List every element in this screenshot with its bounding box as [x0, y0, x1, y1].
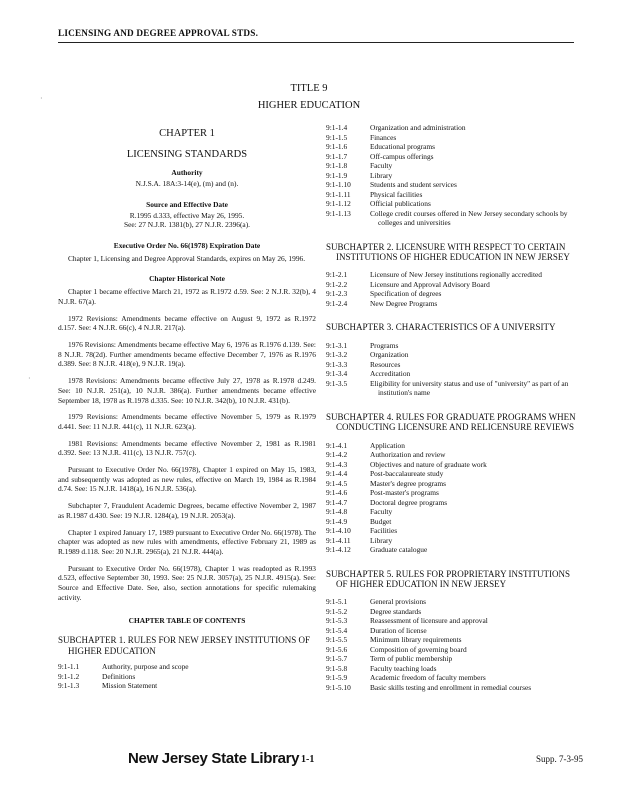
section-number: 9:1-4.8 — [326, 507, 348, 517]
section-number: 9:1-3.3 — [326, 359, 348, 369]
history-paragraph: 1976 Revisions: Amendments became effective May 6, 1976 as R.1976 d.139. See: 8 N.J.R. 78(2d). Further amendments became effective December 7, 1976 as R.1976 d.389. See: 8 N.J.R. 418(e), 9 N.J.R. 19(a). — [58, 340, 316, 369]
section-label: Graduate catalogue — [370, 545, 428, 555]
section-number: 9:1-1.5 — [326, 132, 348, 142]
section-number: 9:1-1.3 — [58, 681, 80, 691]
history-paragraph: 1979 Revisions: Amendments became effective November 5, 1979 as R.1979 d.441. See: 11 N.J.R. 441(c), 11 N.J.R. 623(a). — [58, 412, 316, 431]
history-paragraph: Pursuant to Executive Order No. 66(1978), Chapter 1 was readopted as R.1993 d.523, effective September 30, 1993. See: 25 N.J.R. 3057(a), 25 N.J.R. 4915(a). See: Source and Effective Date. See, also, section annotations for specific rulemaking activity. — [58, 563, 316, 602]
section-label: Resources — [370, 359, 401, 369]
chapter-name: LICENSING STANDARDS — [126, 149, 248, 160]
toc-entry — [58, 681, 316, 691]
toc-entry — [326, 350, 576, 360]
toc-entry — [326, 142, 576, 152]
section-label: Official publications — [370, 199, 431, 208]
history-heading: Chapter Historical Note — [149, 274, 225, 284]
toc-entry — [326, 526, 576, 536]
toc-entry — [326, 209, 576, 228]
history-paragraph: 1981 Revisions: Amendments became effective November 2, 1981 as R.1981 d.392. See: 13 N.J.R. 411(c), 13 N.J.R. 757(c). — [58, 438, 316, 458]
section-label: Reassessment of licensure and approval — [370, 616, 488, 626]
toc-entry — [326, 289, 576, 299]
toc-entry — [326, 161, 576, 171]
section-number: 9:1-4.12 — [326, 545, 351, 555]
subchapter-2-title: SUBCHAPTER 2. LICENSURE WITH RESPECT TO CERTAIN INSTITUTIONS OF HIGHER EDUCATION IN NEW JERSEY — [326, 241, 570, 262]
section-label: Post-baccalaureate study — [370, 469, 444, 479]
subchapter-2-list — [326, 270, 576, 308]
section-number: 9:1-4.11 — [326, 535, 351, 545]
chapter-heading: CHAPTER 1 — [159, 128, 215, 139]
section-number: 9:1-1.7 — [326, 151, 348, 161]
section-number: 9:1-5.8 — [326, 663, 348, 673]
section-number: 9:1-5.5 — [326, 635, 348, 645]
toc-entry — [326, 190, 576, 200]
section-number: 9:1-3.4 — [326, 369, 348, 379]
section-label: Licensure of New Jersey institutions regionally accredited — [370, 270, 542, 280]
section-label: Mission Statement — [102, 681, 158, 691]
section-number: 9:1-1.13 — [326, 208, 351, 218]
section-label: Faculty — [370, 161, 393, 170]
section-number: 9:1-1.4 — [326, 123, 348, 132]
toc-entry — [326, 635, 576, 645]
toc-entry — [326, 441, 576, 451]
exec-order-heading: Executive Order No. 66(1978) Expiration Date — [113, 240, 261, 250]
section-number: 9:1-5.3 — [326, 616, 348, 626]
section-label: Term of public membership — [370, 654, 453, 664]
toc-entry — [326, 479, 576, 489]
history-notes — [58, 287, 316, 602]
section-number: 9:1-3.1 — [326, 340, 348, 350]
section-label: Degree standards — [370, 606, 422, 616]
toc-entry — [326, 645, 576, 655]
subchapter-4-list — [326, 441, 576, 555]
section-label: Off-campus offerings — [370, 151, 434, 161]
exec-order-text: Chapter 1, Licensing and Degree Approval Standards, expires on May 26, 1996. — [68, 253, 306, 263]
section-number: 9:1-2.2 — [326, 279, 348, 289]
section-number: 9:1-5.6 — [326, 644, 348, 654]
section-label: General provisions — [370, 597, 427, 607]
toc-entry — [326, 280, 576, 290]
section-label: Minimum library requirements — [370, 635, 462, 645]
toc-entry — [326, 123, 576, 133]
toc-entry — [326, 673, 576, 683]
section-label: Basic skills testing and enrollment in remedial courses — [370, 682, 532, 692]
toc-entry — [326, 171, 576, 181]
section-number: 9:1-1.12 — [326, 199, 351, 208]
subchapter-5-list — [326, 597, 576, 692]
toc-entry — [326, 597, 576, 607]
section-label: Educational programs — [370, 142, 436, 151]
section-label: Physical facilities — [370, 189, 423, 199]
section-label: Organization and administration — [370, 123, 466, 132]
section-label: Library — [370, 170, 393, 180]
toc-entry — [58, 662, 316, 672]
toc-entry — [326, 488, 576, 498]
header-rule — [58, 42, 574, 43]
toc-entry — [326, 299, 576, 309]
toc-entry — [326, 683, 576, 693]
section-number: 9:1-1.2 — [58, 671, 80, 681]
toc-entry — [326, 607, 576, 617]
section-number: 9:1-5.7 — [326, 654, 348, 664]
toc-entry — [326, 536, 576, 546]
section-number: 9:1-1.9 — [326, 170, 348, 180]
history-paragraph: Chapter 1 expired January 17, 1989 pursuant to Executive Order No. 66(1978). The chapter was adopted as new rules with amendments, effective February 21, 1989 as R.1989 d.118. See: 20 N.J.R. 2965(a), 21 N.J.R. 444(a). — [58, 527, 316, 556]
toc-entry — [326, 460, 576, 470]
toc-entry — [326, 654, 576, 664]
section-label: Accreditation — [370, 369, 411, 379]
toc-entry — [326, 270, 576, 280]
toc-heading: CHAPTER TABLE OF CONTENTS — [128, 616, 246, 626]
history-paragraph: 1972 Revisions: Amendments became effective on August 9, 1972 as R.1972 d.157. See: 4 N.J.R. 66(c), 4 N.J.R. 217(a). — [58, 313, 316, 333]
section-label: Application — [370, 440, 405, 450]
section-number: 9:1-4.2 — [326, 450, 348, 460]
section-number: 9:1-2.4 — [326, 298, 348, 308]
section-number: 9:1-1.11 — [326, 189, 351, 199]
section-number: 9:1-4.5 — [326, 478, 348, 488]
running-head: LICENSING AND DEGREE APPROVAL STDS. — [58, 28, 259, 38]
authority-heading: Authority — [171, 168, 203, 177]
section-label: Master's degree programs — [370, 478, 447, 488]
history-paragraph: Chapter 1 became effective March 21, 1972 as R.1972 d.59. See: 2 N.J.R. 32(b), 4 N.J.R. 67(a). — [58, 287, 316, 306]
toc-entry — [326, 199, 576, 209]
toc-entry — [326, 152, 576, 162]
scan-speck: · — [40, 94, 43, 103]
section-label: Library — [370, 535, 393, 545]
section-label: College credit courses offered in New Jersey secondary schools by colleges and universities — [370, 208, 568, 227]
section-number: 9:1-2.3 — [326, 289, 348, 299]
section-label: Duration of license — [370, 625, 427, 635]
title-name: HIGHER EDUCATION — [257, 100, 361, 111]
section-label: Organization — [370, 350, 409, 360]
toc-entry — [326, 379, 576, 398]
subchapter-1-title: SUBCHAPTER 1. RULES FOR NEW JERSEY INSTITUTIONS OF HIGHER EDUCATION — [58, 635, 311, 656]
toc-entry — [326, 616, 576, 626]
section-label: Budget — [370, 516, 392, 526]
section-number: 9:1-4.4 — [326, 469, 348, 479]
section-number: 9:1-1.8 — [326, 161, 348, 170]
section-label: Definitions — [102, 671, 136, 681]
toc-entry — [326, 626, 576, 636]
section-label: Programs — [370, 340, 399, 350]
source-line: R.1995 d.333, effective May 26, 1995. — [129, 210, 245, 220]
toc-entry — [326, 545, 576, 555]
section-number: 9:1-4.7 — [326, 497, 348, 507]
history-paragraph: Subchapter 7, Fraudulent Academic Degrees, became effective November 2, 1987 as R.1987 d.430. See: 19 N.J.R. 1284(a), 19 N.J.R. 2053(a). — [58, 501, 316, 520]
library-stamp: New Jersey State Library — [128, 750, 300, 767]
history-paragraph: Pursuant to Executive Order No. 66(1978), Chapter 1 expired on May 15, 1983, and subsequently was adopted as new rules, effective on March 19, 1984 as R.1984 d.74. See: 15 N.J.R. 1418(a), 16 N.J.R. 536(a). — [58, 465, 316, 494]
toc-entry — [326, 133, 576, 143]
page-number: 1-1 — [301, 754, 315, 765]
toc-entry — [326, 369, 576, 379]
section-label: Objectives and nature of graduate work — [370, 459, 487, 469]
section-label: Post-master's programs — [370, 488, 439, 498]
section-number: 9:1-5.1 — [326, 597, 348, 607]
toc-entry — [326, 517, 576, 527]
section-label: Eligibility for university status and use of "university" as part of an institution's name — [370, 378, 569, 398]
subchapter-3-title: SUBCHAPTER 3. CHARACTERISTICS OF A UNIVERSITY — [326, 322, 556, 333]
section-number: 9:1-4.9 — [326, 516, 348, 526]
section-label: New Degree Programs — [370, 298, 438, 308]
section-number: 9:1-5.9 — [326, 673, 348, 683]
scan-speck: · — [28, 374, 31, 383]
subchapter-1-continued-list — [326, 123, 576, 228]
section-number: 9:1-5.2 — [326, 606, 348, 616]
toc-entry — [326, 664, 576, 674]
section-number: 9:1-1.6 — [326, 142, 348, 151]
source-line: See: 27 N.J.R. 1381(b), 27 N.J.R. 2396(a). — [123, 220, 251, 229]
subchapter-1-list — [58, 662, 316, 691]
toc-entry — [326, 360, 576, 370]
section-label: Academic freedom of faculty members — [370, 673, 486, 683]
subchapter-4-title: SUBCHAPTER 4. RULES FOR GRADUATE PROGRAMS WHEN CONDUCTING LICENSURE AND RELICENSURE REVIEWS — [326, 411, 576, 433]
section-label: Licensure and Approval Advisory Board — [370, 279, 490, 289]
section-number: 9:1-5.4 — [326, 625, 348, 635]
section-label: Composition of governing board — [370, 644, 467, 654]
toc-entry — [326, 498, 576, 508]
section-number: 9:1-3.2 — [326, 350, 348, 360]
section-label: Authority, purpose and scope — [102, 662, 189, 672]
toc-entry — [326, 450, 576, 460]
source-heading: Source and Effective Date — [146, 199, 228, 209]
left-column — [58, 126, 316, 691]
history-paragraph: 1978 Revisions: Amendments became effective July 27, 1978 as R.1978 d.249. See: 10 N.J.R. 251(a), 10 N.J.R. 386(a). Further amendments became effective September 18, 1978 as R.1978 d.335. See: 10 N.J.R. 342(b), 10 N.J.R. 431(b). — [58, 376, 316, 405]
section-number: 9:1-2.1 — [326, 270, 348, 280]
authority-text: N.J.S.A. 18A:3-14(e), (m) and (n). — [135, 179, 239, 188]
section-number: 9:1-4.1 — [326, 440, 348, 450]
section-label: Specification of degrees — [370, 289, 442, 299]
section-label: Doctoral degree programs — [370, 497, 448, 507]
section-label: Faculty teaching loads — [370, 663, 437, 673]
section-label: Faculty — [370, 507, 393, 517]
toc-entry — [326, 507, 576, 517]
section-number: 9:1-5.10 — [326, 682, 351, 692]
right-column — [326, 123, 576, 692]
toc-entry — [326, 341, 576, 351]
section-label: Facilities — [370, 526, 398, 536]
toc-entry — [326, 469, 576, 479]
section-number: 9:1-1.10 — [326, 180, 351, 189]
section-label: Students and student services — [370, 180, 457, 189]
supplement-date: Supp. 7-3-95 — [536, 754, 583, 764]
title-number: TITLE 9 — [290, 83, 328, 94]
subchapter-5-title: SUBCHAPTER 5. RULES FOR PROPRIETARY INSTITUTIONS OF HIGHER EDUCATION IN NEW JERSEY — [326, 568, 570, 589]
toc-entry — [326, 180, 576, 190]
section-number: 9:1-4.3 — [326, 459, 348, 469]
section-number: 9:1-1.1 — [58, 662, 80, 672]
section-number: 9:1-3.5 — [326, 378, 348, 388]
section-number: 9:1-4.6 — [326, 488, 348, 498]
section-label: Finances — [370, 132, 397, 142]
section-number: 9:1-4.10 — [326, 526, 351, 536]
subchapter-3-list — [326, 341, 576, 398]
section-label: Authorization and review — [370, 450, 446, 460]
toc-entry — [58, 672, 316, 682]
